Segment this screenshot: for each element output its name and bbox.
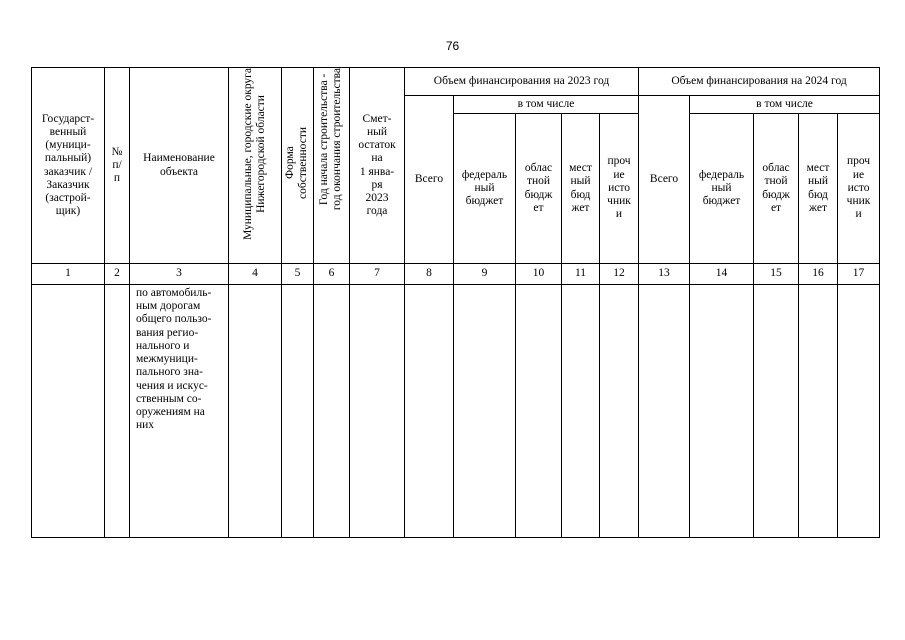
cell-federal-2023 — [454, 285, 516, 538]
column-number: 17 — [838, 264, 880, 285]
column-number: 8 — [405, 264, 454, 285]
column-number: 13 — [639, 264, 690, 285]
cell-other-2023 — [600, 285, 639, 538]
cell-federal-2024 — [690, 285, 754, 538]
column-number: 11 — [562, 264, 600, 285]
header-municipality: Муниципальные, городские округа Нижегородской области — [241, 68, 267, 240]
page-number: 76 — [445, 39, 460, 53]
cell-estimate-balance — [350, 285, 405, 538]
cell-np — [105, 285, 130, 538]
column-number: 6 — [314, 264, 350, 285]
column-number: 10 — [516, 264, 562, 285]
cell-regional-2024 — [754, 285, 799, 538]
column-number: 1 — [32, 264, 105, 285]
cell-ownership — [282, 285, 314, 538]
column-number: 14 — [690, 264, 754, 285]
header-years: Год начала строительства - год окончания строительства — [318, 68, 344, 211]
cell-regional-2023 — [516, 285, 562, 538]
header-regional-2023: облас тной бюдж ет — [516, 114, 562, 264]
column-number: 16 — [799, 264, 838, 285]
header-regional-2024: облас тной бюдж ет — [754, 114, 799, 264]
cell-municipality — [229, 285, 282, 538]
header-local-2024: мест ный бюд жет — [799, 114, 838, 264]
cell-local-2024 — [799, 285, 838, 538]
cell-other-2024 — [838, 285, 880, 538]
cell-customer — [32, 285, 105, 538]
header-total-2024: Всего — [639, 96, 690, 264]
column-number: 2 — [105, 264, 130, 285]
header-np: № п/ п — [105, 68, 130, 264]
cell-local-2023 — [562, 285, 600, 538]
header-ownership: Форма собственности — [284, 127, 310, 200]
header-federal-2023: федераль ный бюджет — [454, 114, 516, 264]
column-number: 4 — [229, 264, 282, 285]
column-number: 9 — [454, 264, 516, 285]
column-number: 15 — [754, 264, 799, 285]
header-customer: Государст- венный (муници- пальный) заказчик / Заказчик (застрой- щик) — [32, 68, 105, 264]
header-estimate-balance: Смет- ный остаток на 1 янва- ря 2023 года — [350, 68, 405, 264]
cell-object-name: по автомобиль- ным дорогам общего пользо- вания регио- нального и межмуници- пального зна- чения и искус- ственным со- оружениям на них — [130, 285, 229, 538]
cell-total-2024 — [639, 285, 690, 538]
header-including-2024: в том числе — [690, 96, 880, 114]
cell-total-2023 — [405, 285, 454, 538]
column-number: 3 — [130, 264, 229, 285]
header-other-2023: проч ие исто чник и — [600, 114, 639, 264]
header-total-2023: Всего — [405, 96, 454, 264]
header-federal-2024: федераль ный бюджет — [690, 114, 754, 264]
header-object-name: Наименование объекта — [130, 68, 229, 264]
header-fin-2024: Объем финансирования на 2024 год — [639, 68, 880, 96]
header-other-2024: проч ие исто чник и — [838, 114, 880, 264]
column-number: 7 — [350, 264, 405, 285]
table-row — [32, 285, 880, 538]
header-including-2023: в том числе — [454, 96, 639, 114]
header-fin-2023: Объем финансирования на 2023 год — [405, 68, 639, 96]
column-number: 12 — [600, 264, 639, 285]
header-local-2023: мест ный бюд жет — [562, 114, 600, 264]
column-number: 5 — [282, 264, 314, 285]
cell-years — [314, 285, 350, 538]
financing-table — [31, 67, 880, 538]
